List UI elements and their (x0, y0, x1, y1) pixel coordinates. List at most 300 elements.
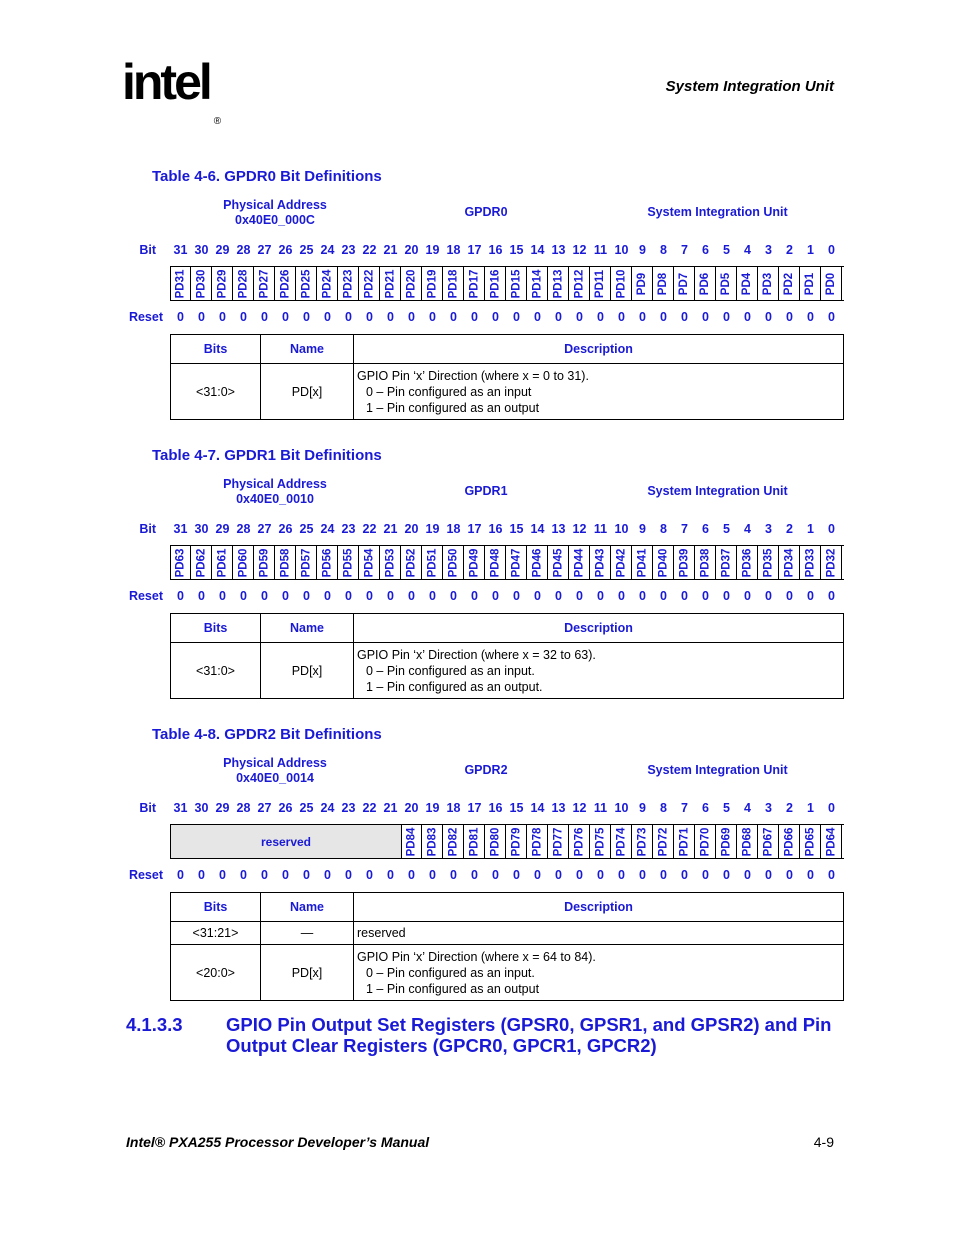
bit-row-label: Bit (139, 243, 156, 257)
description-line: 0 – Pin configured as an input. (366, 663, 535, 678)
bit-field (191, 267, 212, 300)
bit-field-label: PD35 (762, 548, 774, 577)
reset-value: 0 (429, 310, 436, 324)
reset-value: 0 (765, 868, 772, 882)
bit-field-label: PD83 (426, 827, 438, 856)
bit-field-label: PD53 (384, 548, 396, 577)
bit-field (758, 546, 779, 579)
bit-field (527, 546, 548, 579)
bit-field (338, 546, 359, 579)
reset-row-label: Reset (128, 868, 163, 882)
reset-value: 0 (282, 589, 289, 603)
reset-value: 0 (807, 868, 814, 882)
bit-field (401, 825, 422, 858)
cell-name: PD[x] (261, 643, 354, 699)
reset-value: 0 (198, 868, 205, 882)
bit-field (590, 267, 611, 300)
description-line: 1 – Pin configured as an output. (366, 679, 543, 694)
bit-number: 29 (215, 243, 230, 257)
bit-number: 12 (572, 522, 587, 536)
bit-number: 14 (530, 522, 545, 536)
bit-number: 11 (593, 801, 608, 815)
physical-address (205, 198, 345, 228)
reset-value: 0 (576, 868, 583, 882)
bit-number: 7 (681, 243, 688, 257)
bit-field (569, 546, 590, 579)
register-name: GPDR1 (464, 484, 508, 498)
reset-value: 0 (597, 589, 604, 603)
bit-field (716, 546, 737, 579)
bit-field-label: PD69 (720, 827, 732, 856)
description-line: GPIO Pin ‘x’ Direction (where x = 0 to 31). (357, 368, 589, 383)
bit-field-label: PD61 (216, 548, 228, 577)
reset-value: 0 (177, 589, 184, 603)
bit-field (653, 825, 674, 858)
bit-field (170, 546, 191, 579)
bit-field (527, 267, 548, 300)
bit-number: 16 (488, 801, 503, 815)
bit-field (611, 546, 632, 579)
bit-number: 1 (807, 801, 814, 815)
bit-number: 13 (551, 801, 566, 815)
bit-number: 23 (341, 243, 356, 257)
reset-value: 0 (492, 310, 499, 324)
reset-value: 0 (345, 310, 352, 324)
reset-value: 0 (240, 868, 247, 882)
reset-value: 0 (282, 310, 289, 324)
reset-value: 0 (639, 310, 646, 324)
column-header-bits: Bits (171, 893, 261, 922)
bit-number: 1 (807, 522, 814, 536)
running-head: System Integration Unit (665, 78, 834, 95)
bit-field-label: PD50 (447, 548, 459, 577)
description-line: GPIO Pin ‘x’ Direction (where x = 64 to 84). (357, 949, 596, 964)
bit-field-label: PD11 (594, 269, 607, 298)
bit-number: 22 (362, 522, 377, 536)
bit-number: 19 (425, 522, 440, 536)
reset-value: 0 (240, 310, 247, 324)
table-caption: Table 4-7. GPDR1 Bit Definitions (152, 447, 382, 464)
bit-number: 1 (807, 243, 814, 257)
reset-value: 0 (261, 868, 268, 882)
bit-field (443, 825, 464, 858)
register-name: GPDR2 (464, 763, 508, 777)
bit-number: 8 (660, 243, 667, 257)
bit-field (737, 546, 758, 579)
bit-number: 20 (404, 522, 419, 536)
bit-number-row (0, 801, 954, 817)
bit-field-label: PD80 (489, 827, 501, 856)
bit-field (800, 546, 821, 579)
bit-field-label: PD18 (447, 269, 459, 298)
bit-number: 14 (530, 243, 545, 257)
bit-field-label: PD12 (573, 269, 585, 298)
reset-value: 0 (765, 589, 772, 603)
field-row (170, 266, 844, 301)
description-line: reserved (357, 926, 406, 940)
bit-number: 31 (173, 801, 188, 815)
bit-field (443, 546, 464, 579)
bit-field (737, 825, 758, 858)
reset-value: 0 (513, 589, 520, 603)
bit-field-label: PD62 (195, 548, 207, 577)
reset-value: 0 (198, 589, 205, 603)
reserved-field: reserved (171, 825, 402, 858)
bit-number: 25 (299, 243, 314, 257)
reset-value: 0 (303, 868, 310, 882)
bit-field (464, 267, 485, 300)
table-row (171, 643, 844, 699)
bit-field-label: PD58 (279, 548, 291, 577)
reset-value: 0 (387, 589, 394, 603)
reset-value: 0 (282, 868, 289, 882)
bit-number: 6 (702, 243, 709, 257)
reset-value: 0 (786, 310, 793, 324)
reset-value: 0 (702, 589, 709, 603)
bit-field-label: PD7 (678, 272, 690, 295)
bit-number: 5 (723, 522, 730, 536)
cell-name: PD[x] (261, 945, 354, 1001)
bit-field-label: PD26 (279, 269, 291, 298)
bit-field (674, 825, 695, 858)
bit-number: 22 (362, 801, 377, 815)
bit-number: 22 (362, 243, 377, 257)
bit-row-label: Bit (139, 522, 156, 536)
bit-field-label: PD22 (363, 269, 375, 298)
reset-value: 0 (618, 868, 625, 882)
reset-value: 0 (534, 589, 541, 603)
cell-bits: <31:0> (171, 643, 261, 699)
reset-value: 0 (408, 589, 415, 603)
reset-value: 0 (828, 310, 835, 324)
reset-value: 0 (408, 310, 415, 324)
bit-field-label: PD76 (573, 827, 585, 856)
bit-field-label: PD43 (594, 548, 606, 577)
bit-field (548, 825, 569, 858)
description-line: 1 – Pin configured as an output (366, 400, 540, 415)
bit-field-label: PD77 (552, 827, 564, 856)
reset-row (0, 310, 954, 326)
bit-field (506, 267, 527, 300)
bit-number: 9 (639, 243, 646, 257)
bit-number: 28 (236, 522, 251, 536)
bit-number: 29 (215, 522, 230, 536)
bit-field (401, 546, 422, 579)
reset-value: 0 (345, 589, 352, 603)
reset-value: 0 (576, 589, 583, 603)
bit-field (401, 267, 422, 300)
reset-value: 0 (660, 310, 667, 324)
bit-field (380, 267, 401, 300)
reset-value: 0 (702, 868, 709, 882)
bit-field-label: PD14 (531, 269, 543, 298)
reset-value: 0 (387, 310, 394, 324)
bit-field (611, 267, 632, 300)
cell-bits: <31:21> (171, 922, 261, 945)
bit-field-label: PD31 (174, 269, 186, 298)
bit-field-label: PD56 (321, 548, 333, 577)
bit-field (569, 267, 590, 300)
bit-field (779, 267, 800, 300)
bit-number: 4 (744, 801, 751, 815)
bit-field (611, 825, 632, 858)
bit-field (821, 825, 842, 858)
bit-field-label: PD52 (405, 548, 417, 577)
bit-field-label: PD23 (342, 269, 354, 298)
bit-number: 20 (404, 801, 419, 815)
bit-field-label: PD17 (468, 269, 480, 298)
bit-field-label: PD41 (636, 548, 648, 577)
cell-description (354, 643, 844, 699)
bit-number: 25 (299, 801, 314, 815)
column-header-description: Description (354, 893, 844, 922)
reset-value: 0 (618, 589, 625, 603)
bit-field-label: PD51 (426, 548, 438, 577)
reset-value: 0 (786, 868, 793, 882)
bit-field (800, 267, 821, 300)
bit-number: 4 (744, 243, 751, 257)
section-title: GPIO Pin Output Set Registers (GPSR0, GPSR1, and GPSR2) and Pin Output Clear Registers (GPCR0, GPCR1, GPCR2) (226, 1014, 832, 1056)
bit-number: 2 (786, 801, 793, 815)
reset-value: 0 (639, 589, 646, 603)
bit-field (674, 546, 695, 579)
reset-value: 0 (555, 310, 562, 324)
bit-field (464, 825, 485, 858)
table-header-row (171, 614, 844, 643)
bit-field-label: PD13 (552, 269, 564, 298)
reset-row-label: Reset (128, 310, 163, 324)
bit-field-label: PD19 (426, 269, 438, 298)
reset-value: 0 (366, 868, 373, 882)
bit-number: 20 (404, 243, 419, 257)
bit-number: 8 (660, 801, 667, 815)
bit-field-label: PD74 (615, 827, 627, 856)
bit-number: 11 (593, 243, 608, 257)
reset-value: 0 (303, 310, 310, 324)
bit-field (737, 267, 758, 300)
bit-number: 24 (320, 801, 335, 815)
reset-value: 0 (639, 868, 646, 882)
bit-field (233, 267, 254, 300)
bit-field (296, 546, 317, 579)
reset-value: 0 (765, 310, 772, 324)
bit-number: 4 (744, 522, 751, 536)
bit-field-label: PD82 (447, 827, 459, 856)
bit-field-label: PD4 (741, 272, 753, 295)
table-header-row (171, 893, 844, 922)
reset-value: 0 (555, 589, 562, 603)
bit-field-label: PD32 (825, 548, 837, 577)
bit-field (464, 546, 485, 579)
bit-number: 17 (467, 243, 482, 257)
bit-number: 13 (551, 522, 566, 536)
reset-value: 0 (366, 589, 373, 603)
bit-number-row (0, 522, 954, 538)
bit-number: 18 (446, 801, 461, 815)
reset-value: 0 (828, 868, 835, 882)
reset-value: 0 (723, 310, 730, 324)
bit-number: 10 (614, 801, 629, 815)
reset-value: 0 (744, 589, 751, 603)
physical-address-value: 0x40E0_0014 (236, 771, 314, 785)
table-caption: Table 4-8. GPDR2 Bit Definitions (152, 726, 382, 743)
reset-value: 0 (744, 310, 751, 324)
bit-number: 3 (765, 522, 772, 536)
bit-field (485, 546, 506, 579)
reset-value: 0 (324, 868, 331, 882)
bit-field-label: PD67 (762, 827, 774, 856)
bit-field-label: PD21 (384, 269, 396, 298)
page-number: 4-9 (813, 1134, 834, 1150)
bit-field (212, 267, 233, 300)
bit-field-label: PD2 (783, 272, 795, 295)
cell-description (354, 364, 844, 420)
bit-field-label: PD66 (783, 827, 795, 856)
bit-field-label: PD20 (405, 269, 417, 298)
column-header-bits: Bits (171, 335, 261, 364)
bit-field (821, 267, 842, 300)
bit-field-label: PD73 (636, 827, 648, 856)
bit-number: 0 (828, 243, 835, 257)
bit-field-label: PD9 (636, 272, 648, 295)
bit-field (716, 267, 737, 300)
bit-number: 12 (572, 243, 587, 257)
cell-bits: <31:0> (171, 364, 261, 420)
bit-field (359, 267, 380, 300)
bit-field-label: PD34 (783, 548, 795, 577)
reset-value: 0 (219, 868, 226, 882)
physical-address (205, 477, 345, 507)
cell-description (354, 945, 844, 1001)
table-row (171, 364, 844, 420)
bit-number: 29 (215, 801, 230, 815)
bit-field-label: PD42 (615, 548, 627, 577)
cell-name: — (261, 922, 354, 945)
reset-value: 0 (261, 310, 268, 324)
bit-field-label: PD5 (720, 272, 732, 295)
bit-field-label: PD15 (510, 269, 522, 298)
bit-field (548, 267, 569, 300)
physical-address-value: 0x40E0_0010 (236, 492, 314, 506)
bit-field-label: PD79 (510, 827, 522, 856)
bit-field-label: PD3 (762, 272, 774, 295)
description-line: GPIO Pin ‘x’ Direction (where x = 32 to 63). (357, 647, 596, 662)
bit-number: 26 (278, 522, 293, 536)
bit-number: 16 (488, 243, 503, 257)
reset-value: 0 (744, 868, 751, 882)
bit-field-label: PD24 (321, 269, 333, 298)
bit-number-row (0, 243, 954, 259)
reset-value: 0 (534, 310, 541, 324)
bit-field (275, 267, 296, 300)
bit-field (590, 546, 611, 579)
register-name: GPDR0 (464, 205, 508, 219)
bit-field-label: PD40 (657, 548, 669, 577)
bit-number: 3 (765, 801, 772, 815)
bit-number: 7 (681, 801, 688, 815)
bit-field-label: PD70 (699, 827, 711, 856)
reset-value: 0 (492, 868, 499, 882)
bit-field-label: PD39 (678, 548, 690, 577)
reset-value: 0 (681, 868, 688, 882)
bit-field-label: PD37 (720, 548, 732, 577)
bit-number: 30 (194, 801, 209, 815)
table-caption: Table 4-6. GPDR0 Bit Definitions (152, 168, 382, 185)
reset-value: 0 (240, 589, 247, 603)
bit-field (233, 546, 254, 579)
bit-field (170, 267, 191, 300)
bit-field (527, 825, 548, 858)
column-header-name: Name (261, 893, 354, 922)
reset-value: 0 (303, 589, 310, 603)
bit-number: 19 (425, 243, 440, 257)
bit-number: 26 (278, 243, 293, 257)
bit-number: 21 (383, 801, 398, 815)
reset-value: 0 (471, 589, 478, 603)
bit-field-label: PD33 (804, 548, 816, 577)
bit-field (569, 825, 590, 858)
reset-value: 0 (387, 868, 394, 882)
bit-number: 7 (681, 522, 688, 536)
bit-field (674, 267, 695, 300)
cell-description (354, 922, 844, 945)
bit-field-label: PD68 (741, 827, 753, 856)
bit-field (380, 546, 401, 579)
bit-number: 30 (194, 243, 209, 257)
reset-value: 0 (177, 868, 184, 882)
reset-value: 0 (618, 310, 625, 324)
reset-value: 0 (219, 310, 226, 324)
bit-field-label: PD84 (405, 827, 417, 856)
reset-row (0, 589, 954, 605)
reset-value: 0 (471, 310, 478, 324)
reset-value: 0 (597, 310, 604, 324)
physical-address-label: Physical Address (223, 477, 327, 491)
bit-field-label: PD36 (741, 548, 753, 577)
unit-name: System Integration Unit (647, 205, 788, 219)
field-row (170, 545, 844, 580)
column-header-name: Name (261, 335, 354, 364)
reset-value: 0 (702, 310, 709, 324)
reset-value: 0 (177, 310, 184, 324)
bit-number: 24 (320, 522, 335, 536)
bit-field (338, 267, 359, 300)
reset-value: 0 (219, 589, 226, 603)
bit-number: 28 (236, 243, 251, 257)
bit-number: 27 (257, 801, 272, 815)
bit-field-label: PD46 (531, 548, 543, 577)
bit-field (317, 546, 338, 579)
bit-field (212, 546, 233, 579)
reset-value: 0 (450, 868, 457, 882)
cell-bits: <20:0> (171, 945, 261, 1001)
physical-address-value: 0x40E0_000C (235, 213, 315, 227)
reset-value: 0 (366, 310, 373, 324)
reset-value: 0 (807, 310, 814, 324)
bit-field-label: PD48 (489, 548, 501, 577)
bit-field-label: PD65 (804, 827, 816, 856)
column-header-description: Description (354, 335, 844, 364)
reset-value: 0 (597, 868, 604, 882)
bit-field (191, 546, 212, 579)
reset-value: 0 (828, 589, 835, 603)
bit-field (632, 825, 653, 858)
reset-value: 0 (681, 589, 688, 603)
bit-field-label: PD60 (237, 548, 249, 577)
physical-address-label: Physical Address (223, 198, 327, 212)
bit-field-label: PD45 (552, 548, 564, 577)
reset-value: 0 (555, 868, 562, 882)
